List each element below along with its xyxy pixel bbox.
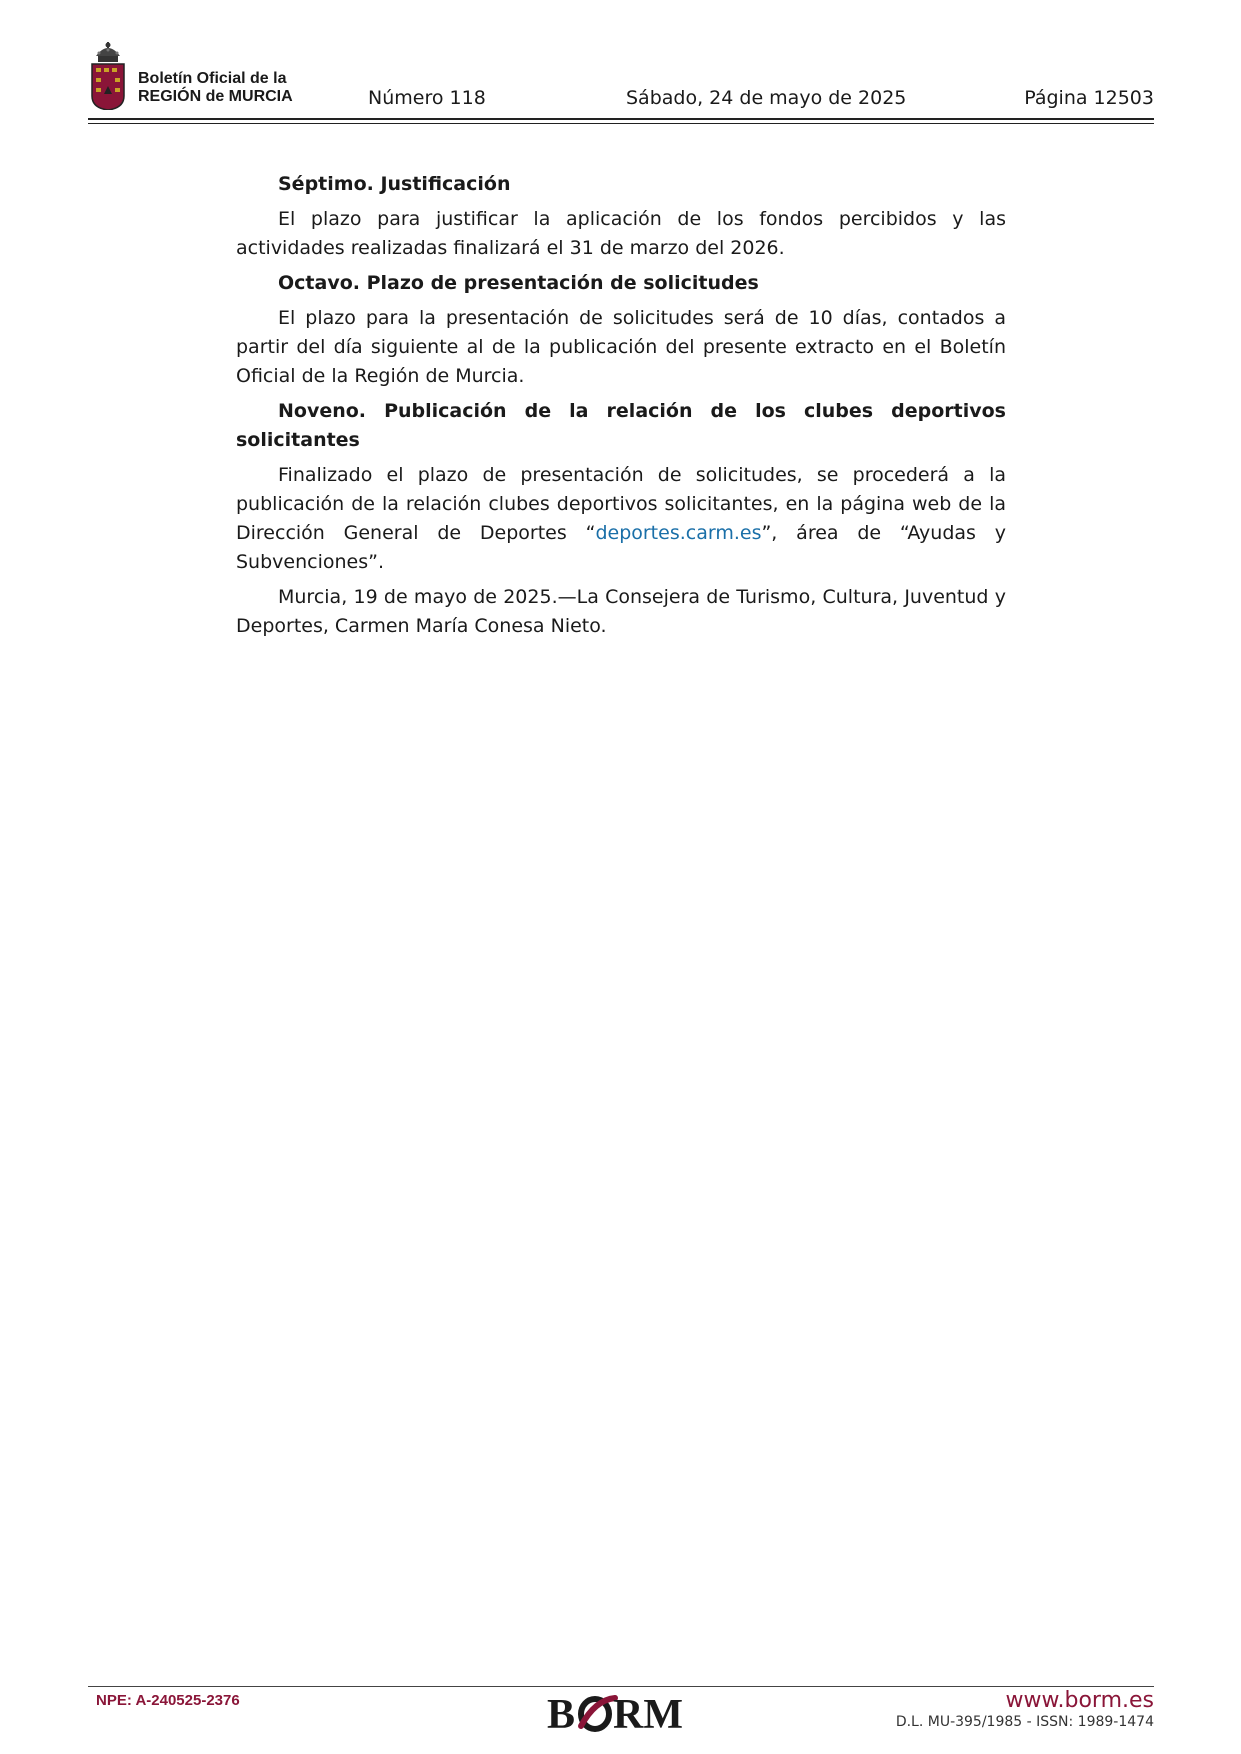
website-link[interactable]: deportes.carm.es [595, 522, 762, 544]
npe-code: NPE: A-240525-2376 [96, 1692, 240, 1709]
paragraph-noveno-text-after: ”, área de “Ayudas y Subvenciones”. [236, 522, 1006, 573]
page-number: Página 12503 [1024, 87, 1154, 109]
paragraph-noveno-text-before: Finalizado el plazo de presentación de solicitudes, se procederá a la publicación de la relación clubes deportivos solicitantes, en la página web de la Dirección General de Deportes “ [236, 464, 1006, 544]
paragraph-septimo: El plazo para justificar la aplicación de los fondos percibidos y las actividades realizadas finalizará el 31 de marzo del 2026. [236, 208, 1006, 259]
document-body [236, 170, 1006, 647]
header-rule-thick [88, 118, 1154, 120]
issue-date: Sábado, 24 de mayo de 2025 [626, 87, 907, 109]
signature-paragraph: Murcia, 19 de mayo de 2025.—La Consejera de Turismo, Cultura, Juventud y Deportes, Carmen María Conesa Nieto. [236, 586, 1006, 637]
section-heading-octavo: Octavo. Plazo de presentación de solicitudes [278, 272, 759, 294]
brand-line-1: Boletín Oficial de la [138, 70, 287, 87]
brand-title [138, 70, 293, 106]
legal-deposit-issn: D.L. MU-395/1985 - ISSN: 1989-1474 [895, 1714, 1154, 1730]
page-header [88, 40, 1154, 122]
svg-text:RM: RM [613, 1692, 683, 1736]
footer-rule [88, 1686, 1154, 1687]
website-url[interactable]: www.borm.es [1005, 1688, 1154, 1713]
page-footer [88, 1686, 1154, 1736]
svg-text:B: B [547, 1692, 576, 1736]
region-crest-icon [90, 42, 126, 110]
borm-logo [545, 1690, 705, 1736]
issue-number: Número 118 [368, 87, 486, 109]
paragraph-octavo: El plazo para la presentación de solicitudes será de 10 días, contados a partir del día siguiente al de la publicación del presente extracto en el Boletín Oficial de la Región de Murcia. [236, 307, 1006, 387]
section-heading-septimo: Séptimo. Justificación [278, 173, 511, 195]
header-rule-thin [88, 123, 1154, 124]
paragraph-noveno [236, 461, 1006, 577]
brand-line-2: REGIÓN de MURCIA [138, 88, 293, 105]
section-heading-noveno: Noveno. Publicación de la relación de los clubes deportivos solicitantes [236, 400, 1006, 451]
